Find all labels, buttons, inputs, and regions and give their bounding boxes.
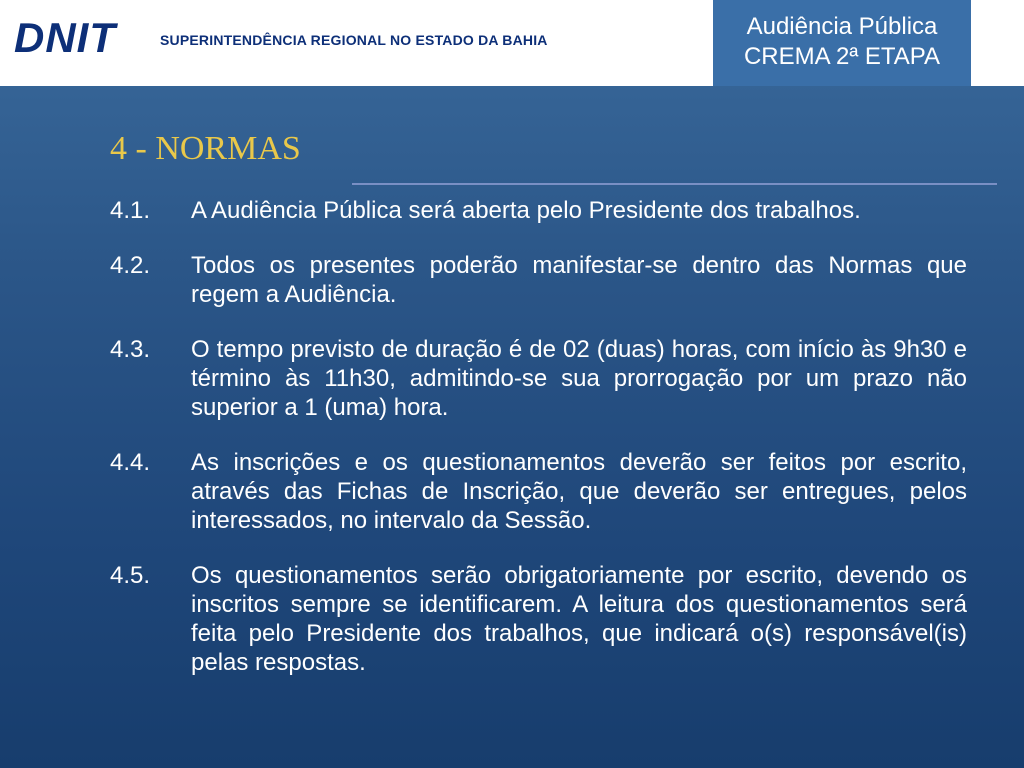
section-title: 4 - NORMAS [110, 130, 301, 167]
norm-number: 4.1. [110, 197, 151, 224]
norm-text: O tempo previsto de duração é de 02 (duas) horas, com início às 9h30 e término às 11h30, admitindo-se sua prorrogação por um prazo não superior a 1 (uma) hora. [191, 336, 967, 421]
dnit-logo: DNIT [14, 14, 116, 61]
norm-item-4-4 [110, 448, 967, 535]
organization-name: SUPERINTENDÊNCIA REGIONAL NO ESTADO DA BAHIA [160, 32, 548, 48]
norm-text: A Audiência Pública será aberta pelo Presidente dos trabalhos. [191, 197, 861, 224]
slide-header [0, 0, 1024, 86]
norm-item-4-2 [110, 251, 967, 309]
event-title: Audiência Pública [746, 13, 938, 40]
title-divider [352, 183, 997, 185]
norm-item-4-3 [110, 335, 967, 422]
norm-number: 4.4. [110, 449, 151, 476]
norm-item-4-5 [110, 561, 967, 677]
event-title-box [713, 0, 971, 86]
norm-item-4-1 [110, 196, 967, 225]
norm-text: As inscrições e os questionamentos deverão ser feitos por escrito, através das Fichas de Inscrição, que deverão ser entregues, pelos interessados, no intervalo da Sessão. [191, 449, 967, 534]
norm-number: 4.5. [110, 562, 151, 589]
norm-number: 4.3. [110, 336, 151, 363]
norms-list [110, 196, 967, 703]
event-subtitle: CREMA 2ª ETAPA [743, 43, 941, 70]
norm-number: 4.2. [110, 252, 151, 279]
norm-text: Os questionamentos serão obrigatoriamente por escrito, devendo os inscritos sempre se identificarem. A leitura dos questionamentos será feita pelo Presidente dos trabalhos, que indicará o(s) responsável(is) pelas respostas. [191, 562, 967, 676]
norm-text: Todos os presentes poderão manifestar-se dentro das Normas que regem a Audiência. [191, 252, 967, 308]
